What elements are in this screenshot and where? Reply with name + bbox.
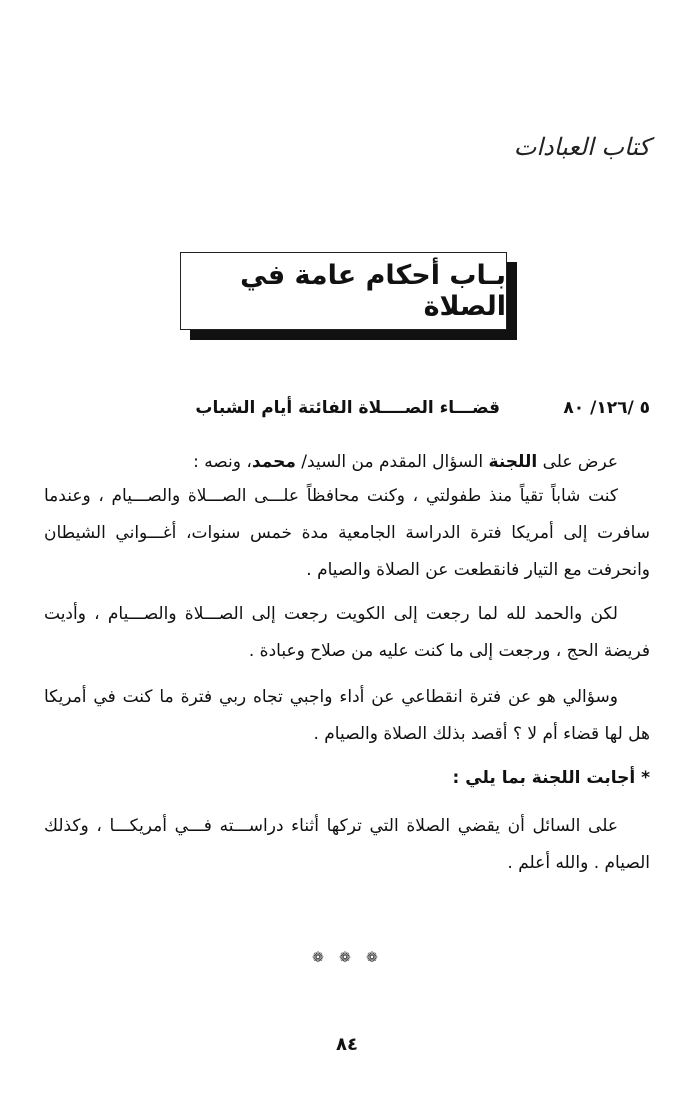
question-paragraph (44, 679, 650, 753)
question-paragraph-text: لكن والحمد لله لما رجعت إلى الكويت رجعت إلى الصـــلاة والصـــيام ، وأديت فريضة الحج ، ورجعت إلى ما كنت عليه من صلاح وعبادة . (44, 604, 650, 661)
fatwa-header (50, 398, 650, 428)
answer-paragraph-text: على السائل أن يقضي الصلاة التي تركها أثناء دراســـته فـــي أمريكـــا ، وكذلك الصيام . والله أعلم . (44, 816, 650, 873)
flower-ornament-icon: ❁ (366, 950, 378, 966)
intro-before: عرض على (537, 452, 618, 472)
intro-middle: السؤال المقدم من السيد/ (295, 452, 489, 472)
page-number: ٨٤ (336, 1034, 358, 1055)
chapter-title: بـاب أحكام عامة في الصلاة (240, 260, 506, 322)
question-paragraph-text: كنت شاباً تقياً منذ طفولتي ، وكنت محافظاً علـــى الصـــلاة والصـــيام ، وعندما سافرت إلى أمريكا فترة الدراسة الجامعية مدة خمس سنوات، أغـــواني الشيطان وانحرفت مع التيار فانقطعت عن الصلاة والصيام . (44, 486, 650, 580)
section-ornaments (310, 948, 380, 968)
intro-line (58, 444, 618, 481)
question-paragraph (44, 596, 650, 670)
flower-ornament-icon: ❁ (312, 950, 324, 966)
book-title: كتاب العبادات (513, 133, 650, 161)
intro-after: ، ونصه : (193, 452, 252, 472)
answer-paragraph (44, 808, 650, 882)
fatwa-title: قضـــاء الصــــلاة الفائتة أيام الشباب (195, 398, 500, 418)
committee-name: اللجنة (488, 452, 538, 472)
answer-heading: * أجابت اللجنة بما يلي : (452, 768, 650, 788)
chapter-box (180, 252, 507, 330)
asker-name: محمد (251, 452, 296, 472)
question-paragraph-text: وسؤالي هو عن فترة انقطاعي عن أداء واجبي تجاه ربي فترة ما كنت في أمريكا هل لها قضاء أم لا ؟ أقصد بذلك الصلاة والصيام . (44, 687, 650, 744)
question-paragraph (44, 478, 650, 589)
fatwa-number: ٥ /١٢٦/ ٨٠ (563, 398, 650, 418)
flower-ornament-icon: ❁ (339, 950, 351, 966)
